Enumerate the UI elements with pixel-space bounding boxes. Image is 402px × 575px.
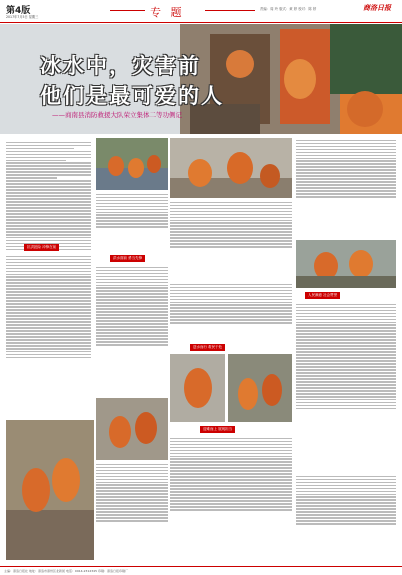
header-rule-right <box>205 10 255 11</box>
article-column-3b <box>170 282 292 352</box>
article-column-3c <box>170 436 292 560</box>
issue-date: 2017年7月5日 星期三 <box>6 15 39 19</box>
section-label: 专 题 <box>150 6 185 19</box>
headline-line-2: 他们是最可爱的人 <box>40 84 224 108</box>
article-column-3 <box>170 200 292 280</box>
article-column-2 <box>96 192 168 252</box>
header-divider <box>0 22 402 23</box>
rescue-photo-3 <box>296 240 396 288</box>
page-footer: 主编：商洛日报社 地址：商洛市商州区北新街 电话：0914-2312345 印刷：商洛日报印刷厂 <box>0 566 402 575</box>
article-column-4b <box>296 302 396 472</box>
headline-subtitle: ——商南县消防救援大队荣立集体二等功侧记 <box>52 111 182 119</box>
header-rule-left <box>110 10 145 11</box>
article-column-4 <box>296 138 396 238</box>
article-column-1b <box>6 254 91 414</box>
headline-line-1: 冰水中，灾害前 <box>40 54 201 78</box>
section-badge-satisfaction: 人民满意 社会赞誉 <box>305 292 340 299</box>
rescue-photo-2 <box>170 138 292 198</box>
editor-credits: 责编：周 玲 版式：黄 婷 校对：陈 婷 <box>260 7 317 11</box>
section-badge-against-water: 逆水而行 救民于危 <box>190 344 225 351</box>
rescue-photo-7 <box>96 398 168 460</box>
section-badge-vanguard: 洪水面前 勇当先锋 <box>110 255 145 262</box>
article-column-4c <box>296 474 396 560</box>
newspaper-logo: 商洛日报 <box>363 3 391 12</box>
article-column-2c <box>96 462 168 560</box>
article-column-2b <box>96 265 168 395</box>
section-badge-responsibility: 迎难而上 展现担当 <box>200 426 235 433</box>
rescue-photo-5 <box>228 354 292 422</box>
rescue-photo-4 <box>170 354 225 422</box>
rescue-photo-6 <box>6 420 94 560</box>
section-badge-flood: 抗洪抢险 冲锋在前 <box>24 244 59 251</box>
page-number: 第4版 <box>6 6 31 16</box>
rescue-photo-1 <box>96 138 168 190</box>
